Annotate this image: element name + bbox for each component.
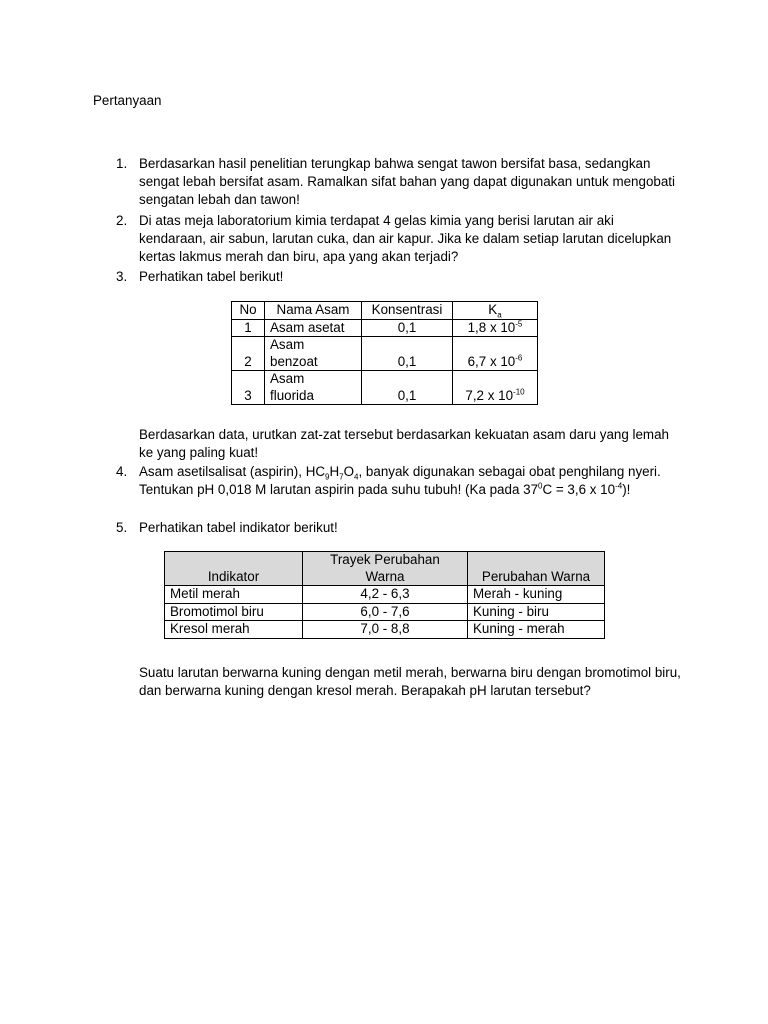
- table-row: [232, 371, 538, 405]
- row-konsentrasi: 0,1: [362, 371, 453, 405]
- row-indikator: Kresol merah: [165, 621, 303, 639]
- header-indikator: Indikator: [165, 552, 303, 586]
- q3-number: 3.: [116, 269, 128, 284]
- row-no: 1: [232, 319, 265, 337]
- header-no: No: [232, 302, 265, 320]
- acid-table-header: [232, 302, 538, 320]
- row-perubahan: Merah - kuning: [468, 586, 605, 604]
- q5-text: Perhatikan tabel indikator berikut!: [139, 520, 338, 535]
- table-row: [165, 621, 605, 639]
- q1-number: 1.: [116, 156, 128, 171]
- row-trayek: 4,2 - 6,3: [303, 586, 468, 604]
- table-row: [232, 337, 538, 371]
- row-nama: Asam asetat: [265, 319, 362, 337]
- q5-number: 5.: [116, 520, 128, 535]
- q5-follow-up: Suatu larutan berwarna kuning dengan metil merah, berwarna biru dengan bromotimol biru, dan berwarna kuning dengan kresol merah. Berapakah pH larutan tersebut?: [139, 665, 681, 698]
- table-row: [165, 603, 605, 621]
- q2-number: 2.: [116, 213, 128, 228]
- table-row: [165, 586, 605, 604]
- header-nama-asam: Nama Asam: [265, 302, 362, 320]
- row-indikator: Bromotimol biru: [165, 603, 303, 621]
- acid-table: [231, 301, 538, 405]
- row-nama: Asam benzoat: [265, 337, 362, 371]
- row-perubahan: Kuning - merah: [468, 621, 605, 639]
- header-trayek: Trayek Perubahan Warna: [303, 552, 468, 586]
- q3-text: Perhatikan tabel berikut!: [139, 269, 284, 284]
- q4-number: 4.: [116, 464, 128, 479]
- q3-follow-up: Berdasarkan data, urutkan zat-zat tersebut berdasarkan kekuatan asam daru yang lemah ke yang paling kuat!: [139, 427, 669, 460]
- header-konsentrasi: Konsentrasi: [362, 302, 453, 320]
- row-trayek: 7,0 - 8,8: [303, 621, 468, 639]
- header-ka: $K_a$: [453, 302, 538, 320]
- row-nama: Asam fluorida: [265, 371, 362, 405]
- row-trayek: 6,0 - 7,6: [303, 603, 468, 621]
- row-perubahan: Kuning - biru: [468, 603, 605, 621]
- header-perubahan-warna: Perubahan Warna: [468, 552, 605, 586]
- table-row: [232, 319, 538, 337]
- row-no: 2: [232, 337, 265, 371]
- indicator-table: [164, 551, 605, 639]
- q4-text: Asam asetilsalisat (aspirin), $HC_9H_7O_4$, banyak digunakan sebagai obat penghilang nyeri. Tentukan pH 0,018 M larutan aspirin pada suhu tubuh! (Ka pada $37^0C = 3,6$ x $10^{-4}$)!: [139, 464, 661, 497]
- indicator-table-header: [165, 552, 605, 586]
- row-ka: 7,2 x $10^{-10}$: [453, 371, 538, 405]
- row-ka: 6,7 x $10^{-6}$: [453, 337, 538, 371]
- q2-text: Di atas meja laboratorium kimia terdapat 4 gelas kimia yang berisi larutan air aki kendaraan, air sabun, larutan cuka, dan air kapur. Jika ke dalam setiap larutan dicelupkan kertas lakmus merah dan biru, apa yang akan terjadi?: [139, 213, 672, 264]
- q1-text: Berdasarkan hasil penelitian terungkap bahwa sengat tawon bersifat basa, sedangkan sengat lebah bersifat asam. Ramalkan sifat bahan yang dapat digunakan untuk mengobati sengatan lebah dan tawon!: [139, 156, 675, 207]
- row-indikator: Metil merah: [165, 586, 303, 604]
- row-konsentrasi: 0,1: [362, 319, 453, 337]
- row-no: 3: [232, 371, 265, 405]
- row-ka: 1,8 x $10^{-5}$: [453, 319, 538, 337]
- page-title: Pertanyaan: [93, 93, 162, 108]
- row-konsentrasi: 0,1: [362, 337, 453, 371]
